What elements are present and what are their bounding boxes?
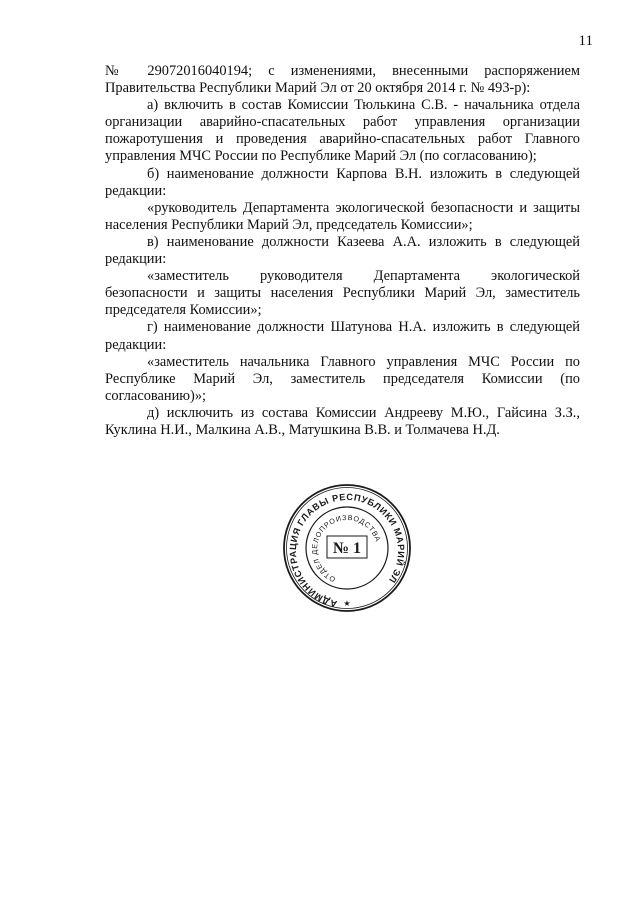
page-number: 11 [578,33,593,49]
paragraph: а) включить в состав Комиссии Тюлькина С.В. - начальника отдела организации аварийно-спасательных работ управления организации пожаротушения и проведения аварийно-спасательных работ Главного управления МЧС России по Республике Марий Эл (по согласованию); [105,97,580,165]
paragraph: «руководитель Департамента экологической безопасности и защиты населения Республики Марий Эл, председатель Комиссии»; [105,199,580,233]
document-body [105,63,580,439]
seal-star-icon: ★ [343,599,351,608]
paragraph: в) наименование должности Казеева А.А. изложить в следующей редакции: [105,233,580,268]
paragraph: «заместитель руководителя Департамента экологической безопасности и защиты населения Республики Марий Эл, заместитель председателя Комиссии»; [105,268,580,319]
paragraph: г) наименование должности Шатунова Н.А. изложить в следующей редакции: [105,319,580,353]
official-seal [279,482,415,614]
paragraph: «заместитель начальника Главного управления МЧС России по Республике Марий Эл, заместитель председателя Комиссии (по согласованию)»; [105,353,580,404]
seal-graphic [279,482,415,614]
seal-outer-text-path: АДМИНИСТРАЦИЯ ГЛАВЫ РЕСПУБЛИКИ МАРИЙ ЭЛ [287,491,407,609]
seal-inner-text-path: ОТДЕЛ ДЕЛОПРОИЗВОДСТВА [309,512,383,585]
paragraph: № 29072016040194; с изменениями, внесенными распоряжением Правительства Республики Марий Эл от 20 октября 2014 г. № 493-р): [105,63,580,97]
seal-number: № 1 [332,540,362,557]
paragraph: д) исключить из состава Комиссии Андрееву М.Ю., Гайсина З.З., Куклина Н.И., Малкина А.В., Матушкина В.В. и Толмачева Н.Д. [105,404,580,438]
paragraph: б) наименование должности Карпова В.Н. изложить в следующей редакции: [105,165,580,199]
